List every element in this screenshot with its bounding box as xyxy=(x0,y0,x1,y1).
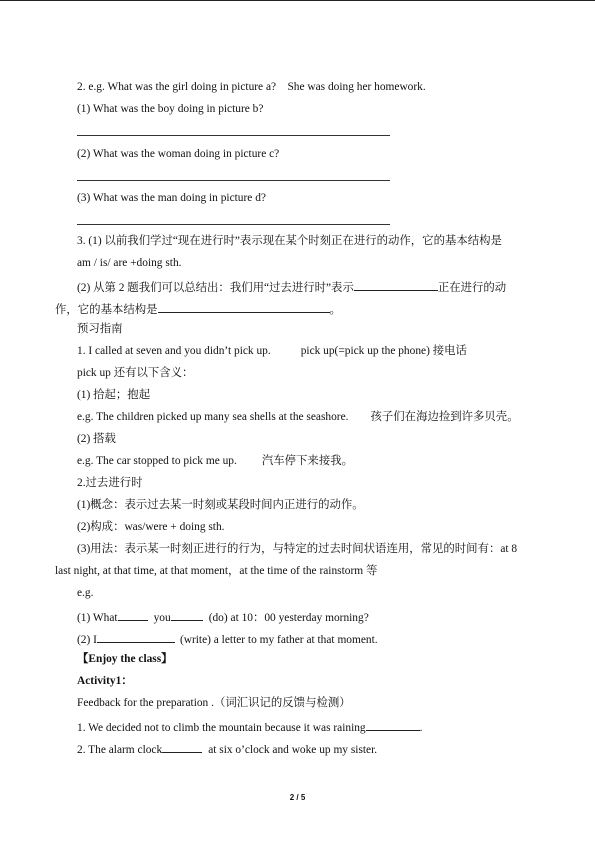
usage-line: (3)用法：表示某一时刻正进行的行为，与特定的过去时间状语连用，常见的时间有：at 8 xyxy=(77,543,518,555)
example-1: e.g. The children picked up many sea shells at the seashore. 孩子们在海边捡到许多贝壳。 xyxy=(77,411,519,423)
question-3: (3) What was the man doing in picture d? xyxy=(77,192,266,204)
activity-desc: Feedback for the preparation .（词汇识记的反馈与检测） xyxy=(77,697,351,709)
example-line: 2. e.g. What was the girl doing in picture a? She was doing her homework. xyxy=(77,81,426,93)
exercise-2: (2) I (write) a letter to my father at that moment. xyxy=(77,630,378,647)
concept-line: (1)概念：表示过去某一时刻或某段时间内正进行的动作。 xyxy=(77,499,364,511)
blank-fill[interactable] xyxy=(171,608,203,621)
top-rule xyxy=(0,0,595,1)
answer-line-1[interactable] xyxy=(77,135,390,136)
guide-line-2: pick up 还有以下含义： xyxy=(77,367,194,379)
blank-fill[interactable] xyxy=(97,630,175,643)
blank-fill[interactable] xyxy=(354,278,438,291)
grammar-structure: am / is/ are +doing sth. xyxy=(77,257,182,269)
grammar-note-2: (2) 从第 2 题我们可以总结出：我们用“过去进行时”表示 正在进行的动 xyxy=(77,278,506,295)
blank-fill[interactable] xyxy=(162,740,202,753)
guide-line-1: 1. I called at seven and you didn’t pick up. pick up(=pick up the phone) 接电话 xyxy=(77,345,467,357)
answer-line-2[interactable] xyxy=(77,180,390,181)
usage-line-cont: last night, at that time, at that moment，at the time of the rainstorm 等 xyxy=(55,565,378,577)
eg-label: e.g. xyxy=(77,587,94,599)
activity-item-1: 1. We decided not to climb the mountain because it was raining . xyxy=(77,718,422,735)
meaning-2: (2) 搭载 xyxy=(77,433,116,445)
exercise-1: (1) What you (do) at 10：00 yesterday morning? xyxy=(77,608,369,625)
section-heading: 预习指南 xyxy=(77,323,123,335)
structure-line: (2)构成：was/were + doing sth. xyxy=(77,521,225,533)
topic-heading: 2.过去进行时 xyxy=(77,477,143,489)
blank-fill[interactable] xyxy=(158,300,330,313)
activity-title: Activity1： xyxy=(77,675,133,687)
grammar-note-1: 3. (1) 以前我们学过“现在进行时”表示现在某个时刻正在进行的动作，它的基本结构是 xyxy=(77,235,502,247)
grammar-note-2-cont: 作，它的基本结构是 。 xyxy=(55,300,341,317)
question-1: (1) What was the boy doing in picture b? xyxy=(77,103,264,115)
blank-fill[interactable] xyxy=(366,718,420,731)
question-2: (2) What was the woman doing in picture c? xyxy=(77,148,280,160)
section-title: 【Enjoy the class】 xyxy=(77,653,173,665)
blank-fill[interactable] xyxy=(118,608,148,621)
example-2: e.g. The car stopped to pick me up. 汽车停下来接我。 xyxy=(77,455,353,467)
meaning-1: (1) 拾起；抱起 xyxy=(77,389,151,401)
page-number: 2 / 5 xyxy=(289,793,306,802)
activity-item-2: 2. The alarm clock at six o’clock and woke up my sister. xyxy=(77,740,377,757)
answer-line-3[interactable] xyxy=(77,224,390,225)
